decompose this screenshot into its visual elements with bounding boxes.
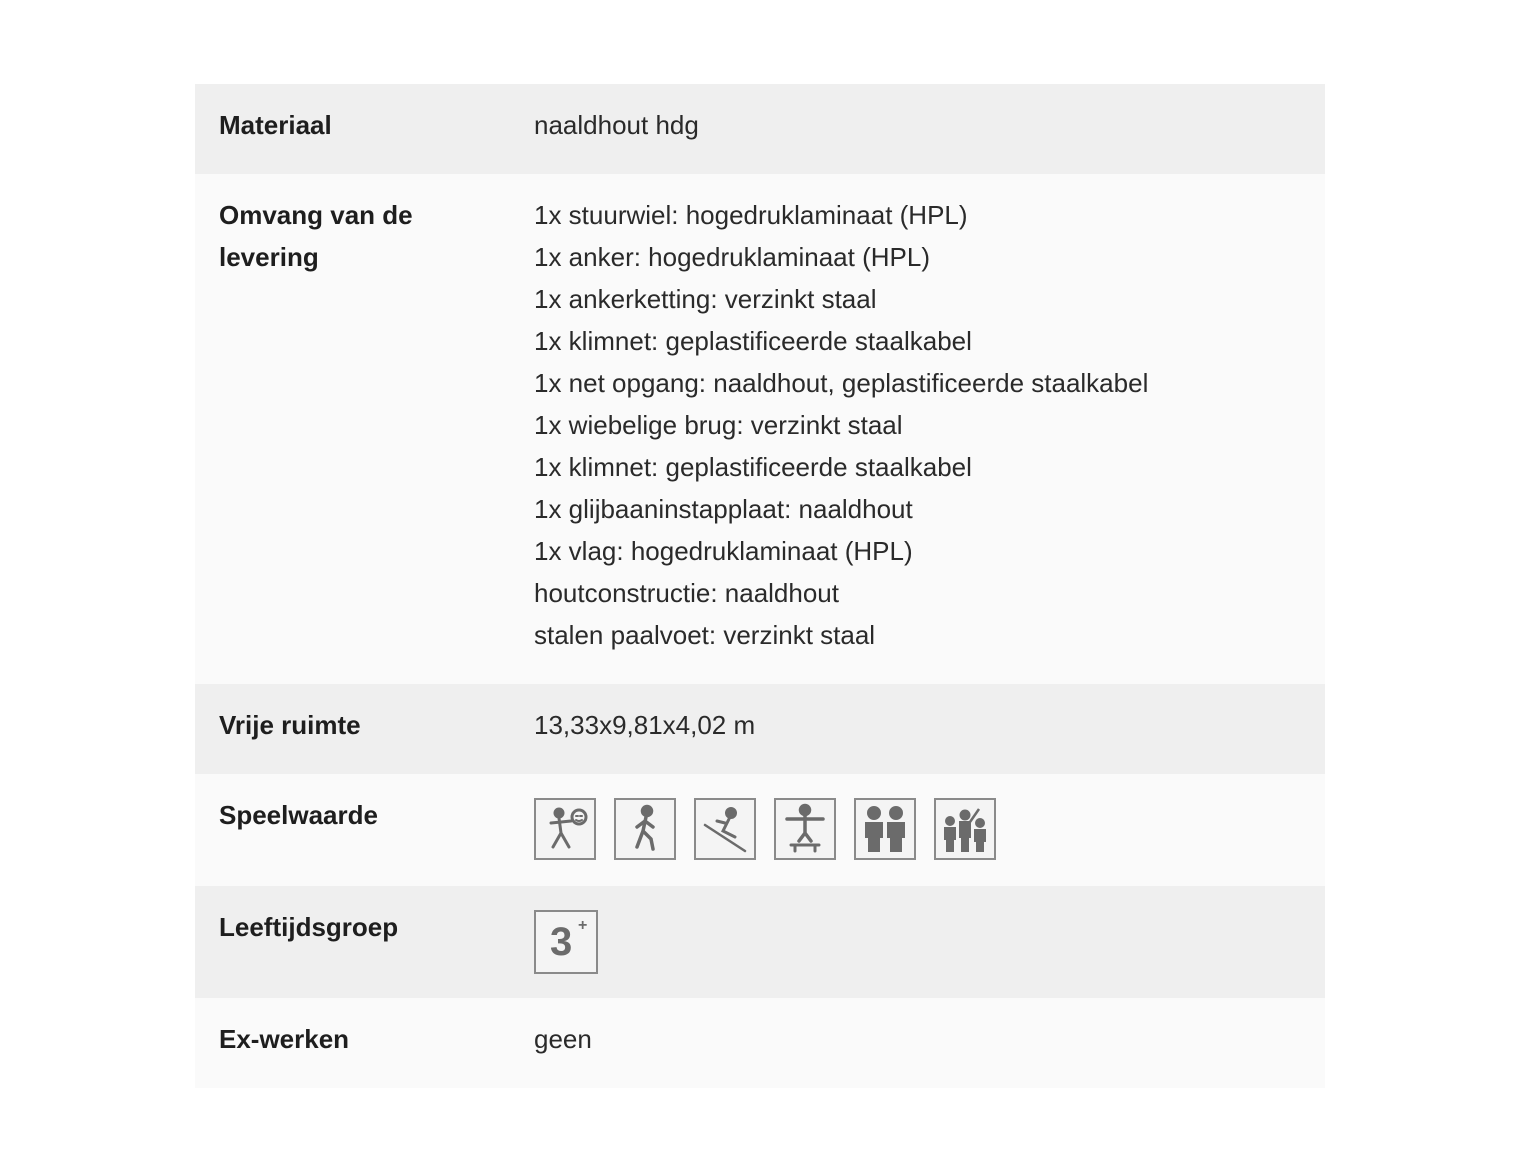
row-leeftijdsgroep: [195, 886, 1325, 998]
label-omvang: [195, 194, 534, 684]
list-item: 1x net opgang: naaldhout, geplastificeerde staalkabel: [534, 368, 1149, 398]
omvang-list: [534, 194, 1325, 656]
sliding-icon: [694, 798, 756, 860]
group-play-icon: [934, 798, 996, 860]
value-leeftijdsgroep: [534, 906, 1325, 998]
row-materiaal: [195, 84, 1325, 174]
label-vrije-ruimte: Vrije ruimte: [219, 710, 361, 740]
list-item: 1x klimnet: geplastificeerde staalkabel: [534, 452, 972, 482]
list-item: 1x anker: hogedruklaminaat (HPL): [534, 242, 930, 272]
value-speelwaarde: [534, 794, 1325, 886]
row-omvang: [195, 174, 1325, 684]
age-number: 3: [550, 920, 573, 964]
label-ex-werken: Ex-werken: [219, 1024, 350, 1054]
list-item: 1x ankerketting: verzinkt staal: [534, 284, 877, 314]
climbing-icon: [614, 798, 676, 860]
age-plus: +: [578, 917, 588, 934]
speelwaarde-icons: [534, 794, 1325, 860]
list-item: 1x wiebelige brug: verzinkt staal: [534, 410, 903, 440]
value-ex-werken: geen: [534, 1024, 592, 1054]
age-3-plus-icon: [534, 910, 598, 974]
list-item: 1x klimnet: geplastificeerde staalkabel: [534, 326, 972, 356]
label-materiaal: Materiaal: [219, 110, 332, 140]
list-item: 1x vlag: hogedruklaminaat (HPL): [534, 536, 913, 566]
value-vrije-ruimte: 13,33x9,81x4,02 m: [534, 710, 756, 740]
role-play-icon: [534, 798, 596, 860]
label-omvang-text: Omvang van de levering: [219, 200, 413, 272]
balancing-icon: [774, 798, 836, 860]
list-item: stalen paalvoet: verzinkt staal: [534, 620, 876, 650]
row-speelwaarde: [195, 774, 1325, 886]
value-omvang: [534, 194, 1325, 684]
label-speelwaarde: Speelwaarde: [219, 800, 378, 830]
product-spec-table: [195, 84, 1325, 1088]
row-ex-werken: [195, 998, 1325, 1088]
value-materiaal: naaldhout hdg: [534, 110, 699, 140]
list-item: 1x glijbaaninstapplaat: naaldhout: [534, 494, 913, 524]
row-vrije-ruimte: [195, 684, 1325, 774]
list-item: 1x stuurwiel: hogedruklaminaat (HPL): [534, 200, 968, 230]
label-leeftijdsgroep: Leeftijdsgroep: [219, 912, 399, 942]
list-item: houtconstructie: naaldhout: [534, 578, 839, 608]
social-play-icon: [854, 798, 916, 860]
